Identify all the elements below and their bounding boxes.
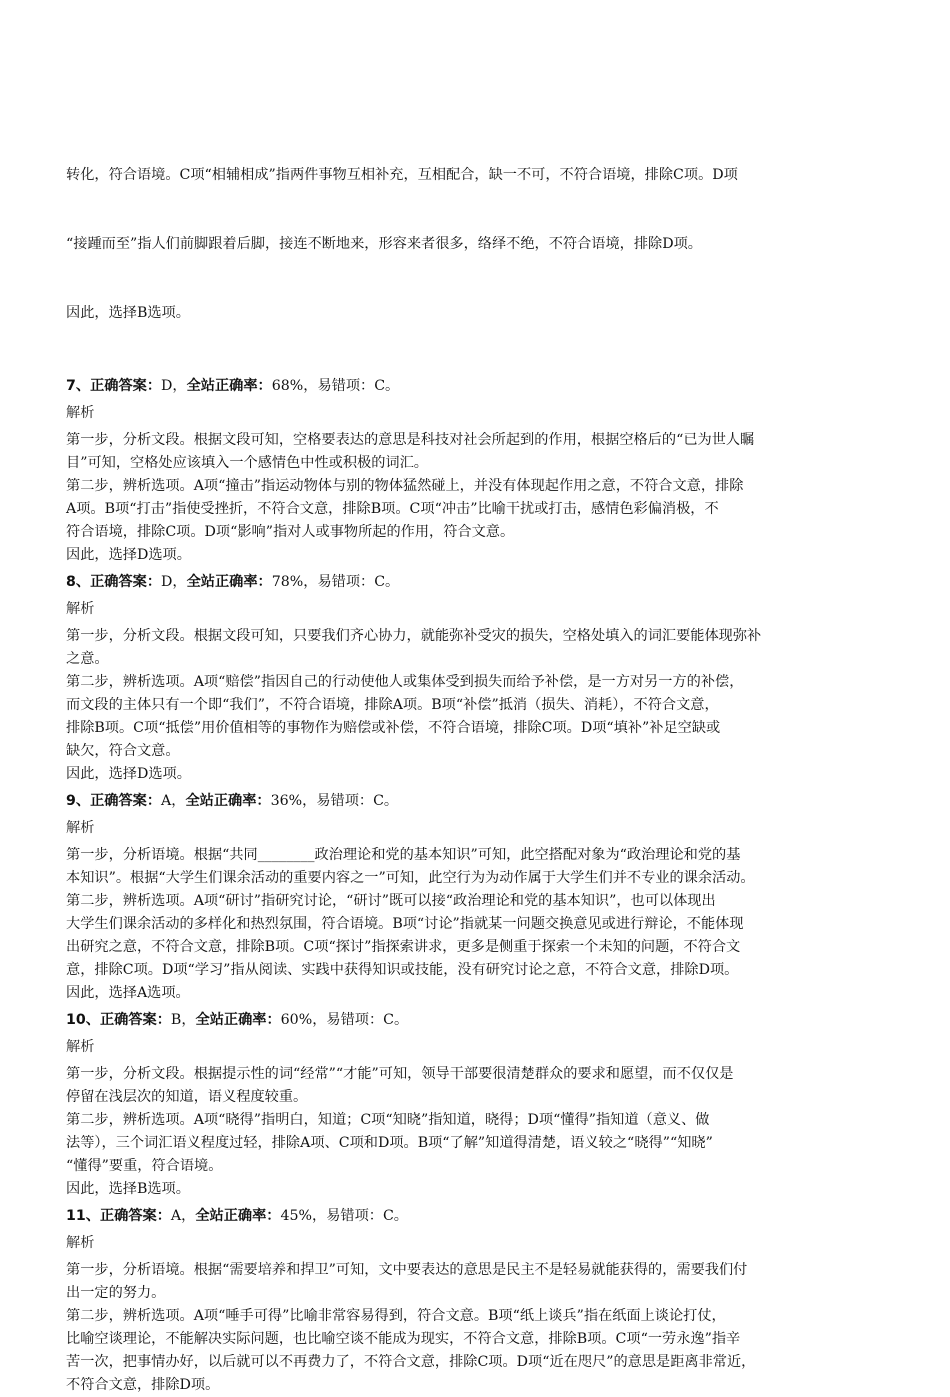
text-line: 出研究之意，不符合文意，排除B项。C项“探讨”指探索讲求，更多是侧重于探索一个未知的问题，不符合文 bbox=[66, 939, 741, 955]
question-number: 9、 bbox=[66, 793, 91, 809]
analysis-label: 解析 bbox=[66, 820, 95, 836]
document-body bbox=[66, 118, 886, 1397]
answer-label: 正确答案： bbox=[90, 574, 162, 590]
answer-label: 正确答案： bbox=[90, 378, 162, 394]
question-block bbox=[66, 790, 886, 1005]
text-line: “懂得”要重，符合语境。 bbox=[66, 1158, 223, 1174]
text-line: 第一步，分析文段。根据提示性的词“经常”“才能”可知，领导干部要很清楚群众的要求和愿望，而不仅仅是 bbox=[66, 1066, 734, 1082]
analysis-paragraph bbox=[66, 844, 886, 1005]
question-block bbox=[66, 1205, 886, 1397]
answer-header bbox=[66, 571, 886, 594]
text-line: 之意。 bbox=[66, 651, 109, 667]
accuracy-label: 全站正确率： bbox=[195, 1208, 281, 1224]
text-line: 第二步，辨析选项。A项“晓得”指明白，知道；C项“知晓”指知道，晓得；D项“懂得”指知道（意义、做 bbox=[66, 1112, 710, 1128]
text-line: A项。B项“打击”指使受挫折，不符合文意，排除B项。C项“冲击”比喻干扰或打击，感情色彩偏消极，不 bbox=[66, 501, 719, 517]
text-line: 第一步，分析语境。根据“共同________政治理论和党的基本知识”可知，此空搭配对象为“政治理论和党的基 bbox=[66, 847, 741, 863]
analysis-label: 解析 bbox=[66, 1039, 95, 1055]
analysis-paragraph bbox=[66, 625, 886, 786]
text-line: 因此，选择B选项。 bbox=[66, 305, 190, 321]
question-list bbox=[66, 375, 886, 1397]
text-line: 法等），三个词汇语义程度过轻，排除A项、C项和D项。B项“了解”知道得清楚，语义较之“晓得”“知晓” bbox=[66, 1135, 713, 1151]
answer-header bbox=[66, 790, 886, 813]
text-line: “接踵而至”指人们前脚跟着后脚，接连不断地来，形容来者很多，络绎不绝，不符合语境，排除D项。 bbox=[66, 236, 702, 252]
accuracy-value: 60%，易错项：C。 bbox=[280, 1012, 409, 1028]
text-line: 第二步，辨析选项。A项“研讨”指研究讨论，“研讨”既可以接“政治理论和党的基本知识”，也可以体现出 bbox=[66, 893, 716, 909]
answer-header bbox=[66, 1205, 886, 1228]
text-line: 因此，选择D选项。 bbox=[66, 547, 191, 563]
analysis-paragraph bbox=[66, 1259, 886, 1397]
text-line: 第二步，辨析选项。A项“撞击”指运动物体与别的物体猛然碰上，并没有体现起作用之意，不符合文意，排除 bbox=[66, 478, 744, 494]
text-line: 目”可知，空格处应该填入一个感情色中性或积极的词汇。 bbox=[66, 455, 428, 471]
question-number: 7、 bbox=[66, 378, 91, 394]
text-line: 符合语境，排除C项。D项“影响”指对人或事物所起的作用，符合文意。 bbox=[66, 524, 515, 540]
answer-value: B， bbox=[170, 1012, 196, 1028]
accuracy-label: 全站正确率： bbox=[195, 1012, 281, 1028]
accuracy-label: 全站正确率： bbox=[186, 378, 272, 394]
text-line: 第一步，分析语境。根据“需要培养和捍卫”可知，文中要表达的意思是民主不是轻易就能获得的，需要我们付 bbox=[66, 1262, 748, 1278]
text-line: 缺欠，符合文意。 bbox=[66, 743, 180, 759]
question-block bbox=[66, 571, 886, 786]
text-line: 第一步，分析文段。根据文段可知，空格要表达的意思是科技对社会所起到的作用，根据空格后的“已为世人瞩 bbox=[66, 432, 755, 448]
text-line: 本知识”。根据“大学生们课余活动的重要内容之一”可知，此空行为为动作属于大学生们并不专业的课余活动。 bbox=[66, 870, 755, 886]
accuracy-label: 全站正确率： bbox=[186, 574, 272, 590]
text-line: 第一步，分析文段。根据文段可知，只要我们齐心协力，就能弥补受灾的损失，空格处填入的词汇要能体现弥补 bbox=[66, 628, 762, 644]
text-line: 因此，选择D选项。 bbox=[66, 766, 191, 782]
analysis-label: 解析 bbox=[66, 405, 95, 421]
analysis-paragraph bbox=[66, 1063, 886, 1201]
text-line: 因此，选择B选项。 bbox=[66, 1181, 190, 1197]
answer-label: 正确答案： bbox=[99, 1208, 171, 1224]
question-number: 10、 bbox=[66, 1012, 100, 1028]
text-line: 大学生们课余活动的多样化和热烈氛围，符合语境。B项“讨论”指就某一问题交换意见或进行辩论，不能体现 bbox=[66, 916, 744, 932]
question-block bbox=[66, 1009, 886, 1201]
answer-value: A， bbox=[170, 1208, 196, 1224]
analysis-label: 解析 bbox=[66, 601, 95, 617]
answer-header bbox=[66, 375, 886, 398]
text-line: 因此，选择A选项。 bbox=[66, 985, 190, 1001]
question-number: 11、 bbox=[66, 1208, 100, 1224]
text-line: 第二步，辨析选项。A项“唾手可得”比喻非常容易得到，符合文意。B项“纸上谈兵”指在纸面上谈论打仗， bbox=[66, 1308, 726, 1324]
analysis-paragraph bbox=[66, 429, 886, 567]
accuracy-value: 36%，易错项：C。 bbox=[270, 793, 399, 809]
answer-value: D， bbox=[161, 378, 187, 394]
text-line: 比喻空谈理论，不能解决实际问题，也比喻空谈不能成为现实，不符合文意，排除B项。C项“一劳永逸”指辛 bbox=[66, 1331, 741, 1347]
accuracy-value: 78%，易错项：C。 bbox=[271, 574, 400, 590]
answer-value: D， bbox=[161, 574, 187, 590]
answer-label: 正确答案： bbox=[90, 793, 162, 809]
question-number: 8、 bbox=[66, 574, 91, 590]
accuracy-value: 45%，易错项：C。 bbox=[280, 1208, 408, 1224]
text-line: 出一定的努力。 bbox=[66, 1285, 166, 1301]
accuracy-label: 全站正确率： bbox=[185, 793, 271, 809]
analysis-label: 解析 bbox=[66, 1235, 95, 1251]
question-block bbox=[66, 375, 886, 567]
text-line: 苦一次，把事情办好，以后就可以不再费力了，不符合文意，排除C项。D项“近在咫尺”的意思是距离非常近， bbox=[66, 1354, 756, 1370]
answer-value: A， bbox=[161, 793, 186, 809]
accuracy-value: 68%，易错项：C。 bbox=[271, 378, 400, 394]
text-line: 不符合文意，排除D项。 bbox=[66, 1377, 220, 1393]
text-line: 而文段的主体只有一个即“我们”，不符合语境，排除A项。B项“补偿”抵消（损失、消耗），不符合文意， bbox=[66, 697, 719, 713]
text-line: 停留在浅层次的知道，语义程度较重。 bbox=[66, 1089, 308, 1105]
text-line: 第二步，辨析选项。A项“赔偿”指因自己的行动使他人或集体受到损失而给予补偿，是一方对另一方的补偿， bbox=[66, 674, 744, 690]
answer-label: 正确答案： bbox=[99, 1012, 171, 1028]
answer-header bbox=[66, 1009, 886, 1032]
intro-paragraph bbox=[66, 118, 886, 371]
text-line: 意，排除C项。D项“学习”指从阅读、实践中获得知识或技能，没有研究讨论之意，不符合文意，排除D项。 bbox=[66, 962, 739, 978]
text-line: 排除B项。C项“抵偿”用价值相等的事物作为赔偿或补偿，不符合语境，排除C项。D项“填补”补足空缺或 bbox=[66, 720, 721, 736]
text-line: 转化，符合语境。C项“相辅相成”指两件事物互相补充，互相配合，缺一不可，不符合语境，排除C项。D项 bbox=[66, 167, 738, 183]
